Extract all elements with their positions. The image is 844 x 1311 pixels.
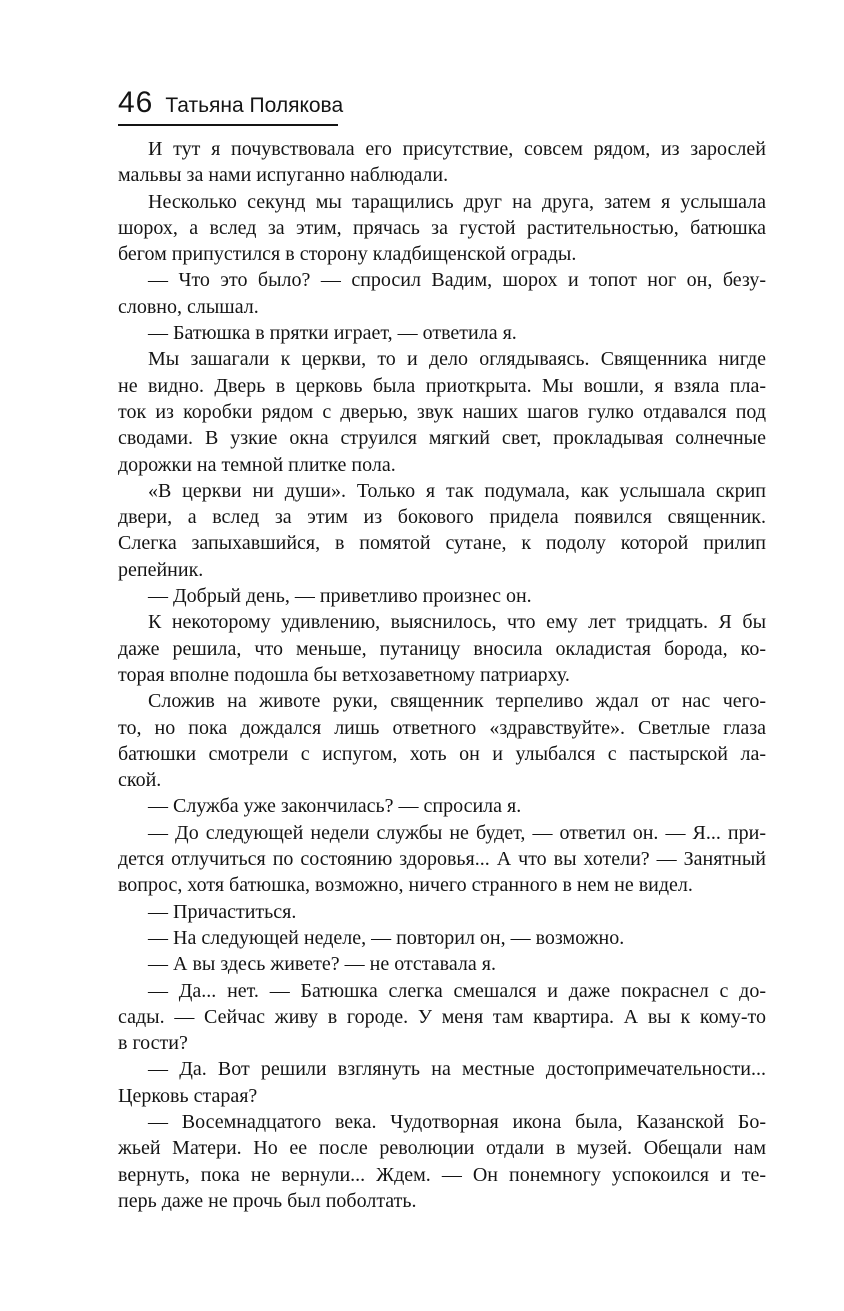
text-line: вопрос, хотя батюшка, возможно, ничего странного в нем не видел. [118,874,693,897]
text-line: бегом припустился в сторону кладбищенской ограды. [118,243,577,266]
text-line: двери, а вслед за этим из бокового придела появился священник. [118,506,766,529]
text-line: даже решила, что меньше, путаницу вносила окладистая борода, ко- [118,637,766,660]
text-line: перь даже не прочь был поболтать. [118,1189,417,1212]
header-rule [118,124,338,126]
text-line: «В церкви ни души». Только я так подумала, как услышала скрип [148,479,766,502]
text-line: — Что это было? — спросил Вадим, шорох и топот ног он, безу- [148,269,766,292]
paragraph [118,1109,766,1214]
paragraph [118,978,766,1057]
text-line: вернуть, пока не вернули... Ждем. — Он понемногу успокоился и те- [118,1163,766,1186]
text-line: — Восемнадцатого века. Чудотворная икона была, Казанской Бо- [148,1110,766,1133]
text-line: мальвы за нами испуганно наблюдали. [118,164,449,187]
text-line: — Служба уже закончилась? — спросила я. [148,795,522,818]
text-line: словно, слышал. [118,295,259,318]
paragraph [118,793,766,819]
text-line: жьей Матери. Но ее после революции отдали в музей. Обещали нам [118,1137,766,1160]
paragraph [118,346,766,477]
text-line: — На следующей неделе, — повторил он, — возможно. [148,926,625,949]
text-line: — Добрый день, — приветливо произнес он. [148,585,532,608]
paragraph [118,925,766,951]
text-line: торая вполне подошла бы ветхозаветному патриарху. [118,663,570,686]
paragraph [118,136,766,189]
text-line: — Да... нет. — Батюшка слегка смешался и даже покраснел с до- [148,979,766,1002]
paragraph [118,609,766,688]
text-line: не видно. Дверь в церковь была приоткрыта. Мы вошли, я взяла пла- [118,374,766,397]
text-line: батюшки смотрели с испугом, хоть он и улыбался с пастырской ла- [118,742,766,765]
paragraph [118,583,766,609]
text-line: Несколько секунд мы таращились друг на друга, затем я услышала [148,190,766,213]
text-line: — До следующей недели службы не будет, — ответил он. — Я... при- [148,821,766,844]
text-line: сады. — Сейчас живу в городе. У меня там квартира. А вы к кому-то [118,1005,766,1028]
text-line: ской. [118,769,162,792]
text-line: сводами. В узкие окна струился мягкий свет, прокладывая солнечные [118,427,766,450]
text-line: И тут я почувствовала его присутствие, совсем рядом, из зарослей [148,138,766,160]
running-header [118,86,343,120]
text-line: — Причаститься. [148,900,297,923]
text-line: Слегка запыхавшийся, в помятой сутане, к подолу которой прилип [118,532,766,555]
text-line: Мы зашагали к церкви, то и дело оглядываясь. Священника нигде [148,348,766,371]
paragraph [118,267,766,320]
page-number: 46 [118,86,154,119]
text-line: Сложив на животе руки, священник терпеливо ждал от нас чего- [148,690,766,713]
paragraph [118,320,766,346]
text-line: шорох, а вслед за этим, прячась за густой растительностью, батюшка [118,216,766,239]
text-line: репейник. [118,558,204,581]
paragraph [118,899,766,925]
paragraph [118,189,766,268]
text-line: — Да. Вот решили взглянуть на местные достопримечательности... [148,1058,766,1081]
text-line: Церковь старая? [118,1084,258,1107]
text-line: то, но пока дождался лишь ответного «здравствуйте». Светлые глаза [118,716,766,739]
text-line: ток из коробки рядом с дверью, звук наших шагов гулко отдавался под [118,400,766,423]
paragraph [118,688,766,793]
text-line: — А вы здесь живете? — не отставала я. [148,953,496,976]
paragraph [118,1056,766,1109]
text-line: в гости? [118,1032,188,1055]
paragraph [118,478,766,583]
text-line: дется отлучиться по состоянию здоровья... А что вы хотели? — Занятный [118,848,766,871]
text-line: К некоторому удивлению, выяснилось, что ему лет тридцать. Я бы [148,611,766,634]
text-line: дорожки на темной плитке пола. [118,453,396,476]
paragraph [118,820,766,899]
paragraph [118,951,766,977]
author-name: Татьяна Полякова [165,94,344,117]
body-text [118,136,766,1214]
text-line: — Батюшка в прятки играет, — ответила я. [148,322,517,345]
